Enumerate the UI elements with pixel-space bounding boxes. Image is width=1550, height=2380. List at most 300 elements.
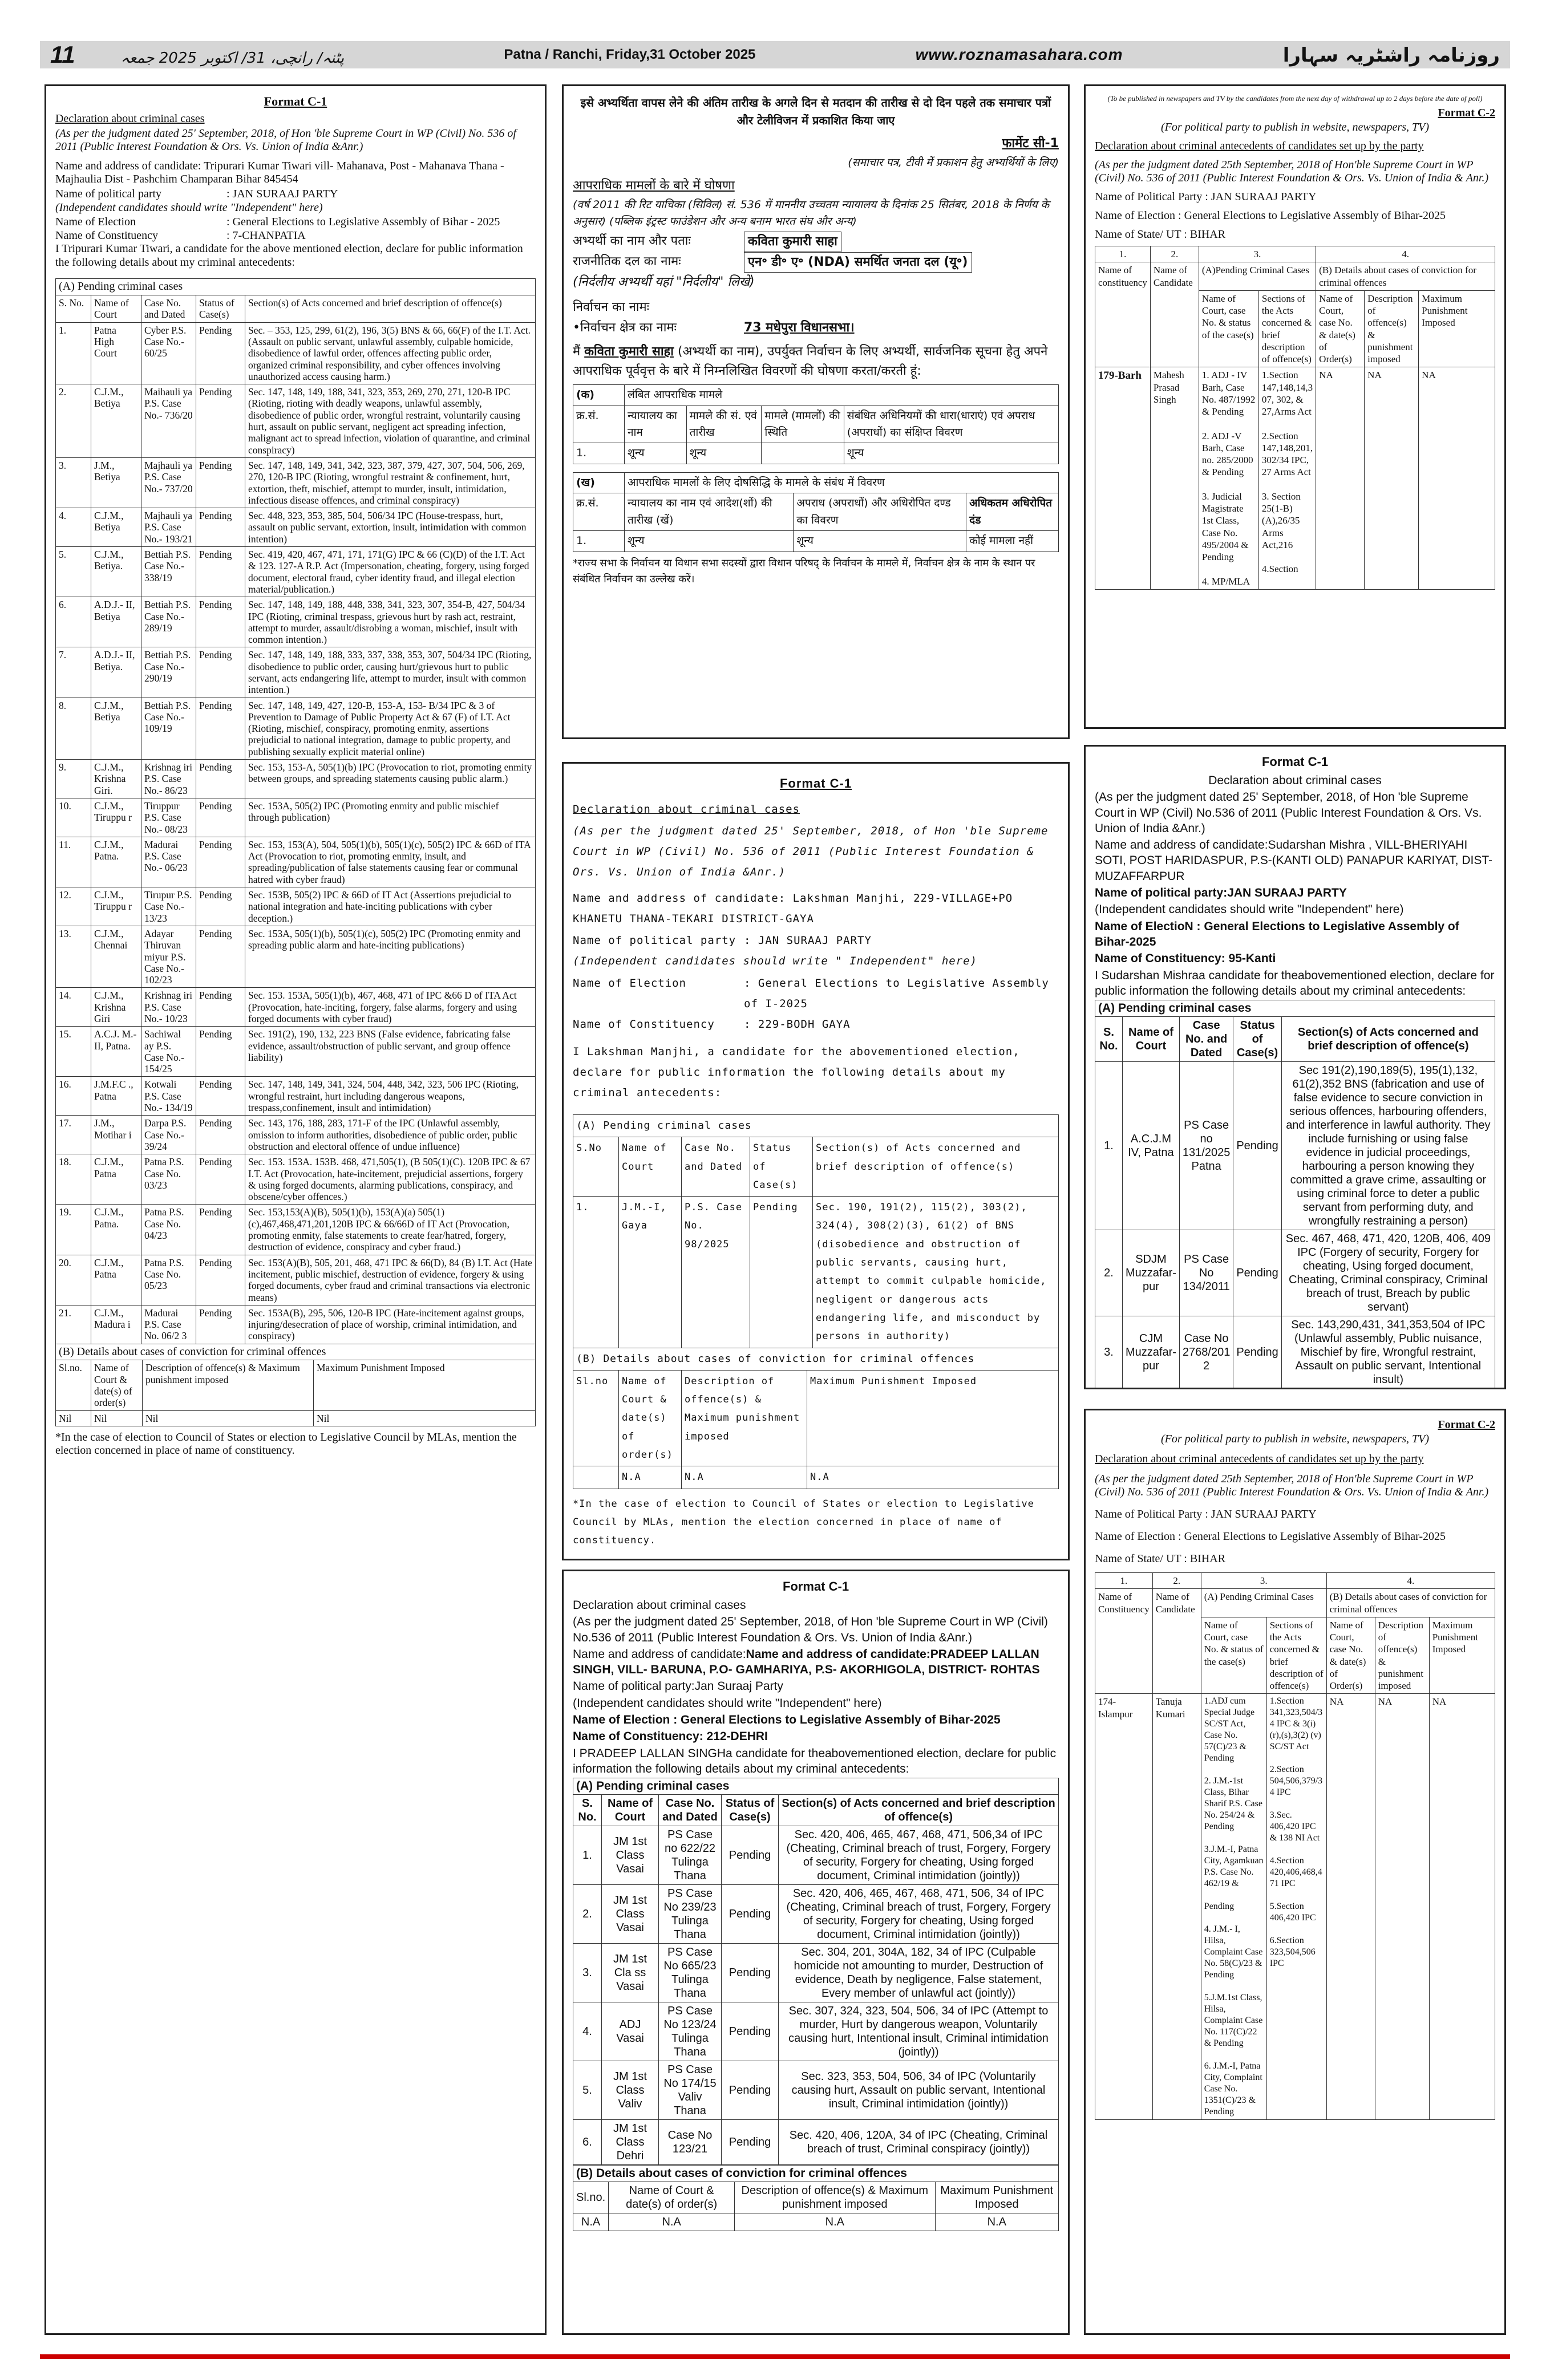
header-cell: क्र.सं.	[573, 406, 625, 443]
table-cell: 5.	[573, 2061, 602, 2120]
table-cell: J.M.-I, Gaya	[619, 1197, 682, 1348]
offence-description-cell: Sec. 420, 406, 465, 467, 468, 471, 506,34 of IPC (Cheating, Criminal breach of trust, Forgery, Forgery of security, Forgery for cheating, Using forged document, Criminal intimidation (jointly))	[779, 1826, 1059, 1885]
table-cell: Madurai P.S. Case No.- 06/23	[141, 837, 196, 887]
pending-cases-table	[1095, 1016, 1495, 1389]
table-cell: 13.	[56, 926, 91, 987]
notice-pradeep	[562, 1570, 1070, 2335]
table-header-row	[1095, 1017, 1495, 1062]
table-cell: 3.	[1095, 1316, 1123, 1389]
pending-cases-table	[573, 384, 1059, 464]
header-cell: Maximum Punishment Imposed	[1429, 1617, 1495, 1694]
pending-cases-title: (A) Pending criminal cases	[1095, 1000, 1495, 1016]
header-cell: Description of offence(s) & Maximum punishment imposed	[682, 1370, 807, 1466]
header-cell: Name of Court	[1123, 1017, 1180, 1062]
constituency-line: Name of Constituency: 212-DEHRI	[573, 1730, 768, 1744]
conviction-title: (B) Details about cases of conviction for criminal offences	[573, 2165, 1059, 2182]
header-cell: Sl.no.	[573, 2182, 609, 2213]
header-cell: Maximum Punishment Imposed	[935, 2182, 1058, 2213]
table-header-row	[573, 1795, 1059, 1826]
table-row	[56, 322, 536, 384]
table-cell: 2.	[1095, 1230, 1123, 1316]
table-cell: JM 1st Cla ss Vasai	[602, 1944, 659, 2002]
format-label: फार्मेट सी-1	[1002, 136, 1059, 151]
cases-cell: 1.ADJ cum Special Judge SC/ST Act, Case No. 57(C)/23 & Pending 2. J.M.-1st Class, Bihar Sharif P.S. Case No. 254/24 & Pending 3.J.M.-I, Patna City, Agamkuan P.S. Case No. 462/19 & Pending 4. J.M.- I, Hilsa, Complaint Case No. 58(C)/23 & Pending 5.J.M.1st Class, Hilsa, Complaint Case No. 117(C)/22 & Pending 6. J.M.-I, Patna City, Complaint Case No. 1351(C)/23 & Pending	[1201, 1694, 1266, 2120]
pending-cases-title: (A) Pending criminal cases	[573, 1778, 1059, 1794]
table-cell: C.J.M., Madura i	[91, 1305, 141, 1344]
notice-c2-barh	[1084, 84, 1506, 729]
column-number: 4.	[1326, 1573, 1495, 1589]
table-cell: Tiruppur P.S. Case No.- 08/23	[141, 798, 196, 837]
offence-description-cell: Sec. 153A, 505(2) IPC (Promoting enmity and public mischief through publication)	[245, 798, 536, 837]
table-cell: C.J.M., Patna	[91, 1255, 141, 1305]
table-cell: NA	[1365, 367, 1419, 590]
header-cell: Case No. and Dated	[1179, 1017, 1233, 1062]
table-header-row	[573, 2182, 1059, 2213]
candidates-table	[1095, 1572, 1495, 2120]
table-header-row	[1095, 262, 1495, 291]
conviction-table	[573, 1370, 1059, 1489]
table-cell: Pending	[196, 647, 245, 698]
pending-cases-table	[573, 1794, 1059, 2165]
table-row	[56, 798, 536, 837]
conviction-table	[573, 2182, 1059, 2231]
table-cell: Sachiwal ay P.S. Case No.- 154/25	[141, 1027, 196, 1077]
offence-description-cell: Sec. 153. 153A. 153B. 468, 471,505(1), (B 505(1)(C). 120B IPC & 67 I.T. Act (Provocation, hate-incitement, prejudicial assertions, forgery & using forged documents, alarming publications, conspiracy, and obscene/cyber offences.)	[245, 1154, 536, 1205]
table-cell: Patna High Court	[91, 322, 141, 384]
table-cell: शून्य	[844, 443, 1058, 464]
format-label: Format C-2	[1438, 1418, 1495, 1431]
table-cell: Pending	[196, 988, 245, 1027]
header-cell: अधिकतम अधिरोपित दंड	[966, 493, 1059, 531]
state-line: Name of State/ UT : BIHAR	[1095, 1552, 1226, 1565]
table-cell: C.J.M., Krishna Giri	[91, 988, 141, 1027]
pending-cases-body	[1095, 1062, 1495, 1389]
cases-cell: 1. ADJ - IV Barh, Case No. 487/1992 & Pending 2. ADJ -V Barh, Case no. 285/2000 & Pending 3. Judicial Magistrate 1st Class, Case No. 495/2004 & Pending 4. MP/MLA	[1199, 367, 1258, 590]
header-cell: मामले (मामलों) की स्थिति	[762, 406, 844, 443]
table-row	[573, 1466, 1059, 1489]
table-cell: 4.	[573, 2002, 602, 2061]
conviction-table	[573, 472, 1059, 552]
notice-sudarshan	[1084, 745, 1506, 1389]
table-cell: PS Case no 622/22 Tulinga Thana	[659, 1826, 722, 1885]
judgment-reference: (As per the judgment dated 25' September, 2018, of Hon 'ble Supreme Court in WP (Civil) No. 536 of 2011 (Public Interest Foundation & Ors. Vs. Union of India &Anr.)	[55, 127, 516, 153]
table-cell: शून्य	[625, 531, 794, 552]
table-row	[1095, 1062, 1495, 1230]
notice-tripurari	[44, 84, 547, 2335]
table-row	[56, 1154, 536, 1205]
header-cell: Description of offence(s) & Maximum punishment imposed	[143, 1360, 314, 1410]
table-row	[56, 384, 536, 458]
header-cell: S. No.	[573, 1795, 602, 1826]
header-cell: Case No. and Dated	[659, 1795, 722, 1826]
table-cell: Pending	[196, 1205, 245, 1255]
table-cell: A.D.J.- II, Betiya	[91, 597, 141, 647]
header-cell: Description of offence(s) & punishment imposed	[1375, 1617, 1429, 1694]
election-line: Name of ElectioN : General Elections to Legislative Assembly of Bihar-2025	[1095, 919, 1459, 948]
table-row	[56, 926, 536, 987]
table-cell: 1.	[573, 531, 625, 552]
table-row	[56, 647, 536, 698]
table-cell: Maihauli ya P.S. Case No.- 736/20	[141, 384, 196, 458]
header-cell: Name of Court, case No. & status of the case(s)	[1201, 1617, 1266, 1694]
table-row	[56, 1116, 536, 1154]
table-cell: 4.	[56, 508, 91, 547]
table-cell: 14.	[56, 988, 91, 1027]
offence-description-cell: Sec. 147, 148, 149, 427, 120-B, 153-A, 153- B/34 IPC & 3 of Prevention to Damage of Public Property Act & 67 (F) of I.T. Act (Rioting, mischief, conspiracy, promoting enmity, assertions prejudicial to national integration, damage to public property, and publishing sexually explicit material online)	[245, 698, 536, 759]
table-row	[573, 2002, 1059, 2061]
constituency-line: Name of Constituency : 7-CHANPATIA	[55, 229, 306, 242]
table-cell: 1.	[573, 443, 625, 464]
independent-note: (Independent candidates should write "Independent" here)	[55, 201, 323, 214]
column-number: 4.	[1316, 246, 1495, 262]
declaration-text: मैं कविता कुमारी साहा (अभ्यर्थी का नाम), उपर्युक्त निर्वाचन के लिए अभ्यर्थी, सार्वजनिक सूचना हेतु अपने आपराधिक पूर्ववृत्त के बारे में निम्नलिखित विवरणों की घोषणा करता/करती हूं:	[573, 344, 1048, 379]
table-cell: C.J.M., Patna	[91, 1154, 141, 1205]
judgment-reference: (As per the judgment dated 25th September, 2018 of Hon'ble Supreme Court in WP (Civil) No. 536 of 2011 (Public Interest Foundation & Ors. Vs. Union of India & Anr.)	[1095, 1473, 1489, 1498]
notice-title: Declaration about criminal cases	[573, 802, 800, 816]
candidate-name-address: Name and address of candidate:Sudarshan Mishra , VILL-BHERIYAHI SOTI, POST HARIDASPUR, P.S-(KANTI OLD) PANAPUR KARIYAT, DIST-MUZAFFARPUR	[1095, 838, 1493, 883]
column-number: 1.	[1095, 1573, 1153, 1589]
header-cell: Section(s) of Acts concerned and brief description of offence(s)	[779, 1795, 1059, 1826]
table-cell: 19.	[56, 1205, 91, 1255]
pending-cases-title: (A) Pending criminal cases	[573, 1114, 1059, 1137]
offence-description-cell: Sec. 307, 324, 323, 504, 506, 34 of IPC (Attempt to murder, Hurt by dangerous weapon, Voluntarily causing hurt, Intentional insult, Criminal intimidation (jointly))	[779, 2002, 1059, 2061]
candidate-cell: Mahesh Prasad Singh	[1150, 367, 1199, 590]
table-cell: NA	[1375, 1694, 1429, 2120]
offence-description-cell: Sec. 419, 420, 467, 471, 171, 171(G) IPC & 66 (C)(D) of the I.T. Act & 123. 127-A R.P. Act (Impersonation, cheating, forgery, using forged document, electoral fraud, cyber identity fraud, and illegal election material/publication.)	[245, 547, 536, 597]
declaration-text: I Sudarshan Mishraa candidate for theabovementioned election, declare for public information the following details about my criminal antecedents:	[1095, 968, 1495, 998]
table-cell: PS Case No 239/23 Tulinga Thana	[659, 1885, 722, 1944]
party-line: Name of political party:Jan Suraaj Party	[573, 1680, 783, 1693]
table-header-row	[573, 493, 1059, 531]
table-cell: N.A	[735, 2213, 935, 2231]
table-cell: Bettiah P.S. Case No.- 290/19	[141, 647, 196, 698]
table-cell: 2.	[573, 1885, 602, 1944]
state-line: Name of State/ UT : BIHAR	[1095, 228, 1226, 241]
table-cell: 1.	[56, 322, 91, 384]
offence-description-cell: Sec. 420, 406, 120A, 34 of IPC (Cheating, Criminal breach of trust, Criminal conspiracy (jointly))	[779, 2120, 1059, 2165]
footnote: *In the case of election to Council of States or election to Legislative Council by MLAs, mention the election concerned in place of name of constituency.	[55, 1430, 517, 1457]
header-cell: Name of Court	[91, 295, 141, 323]
table-cell: Pending	[196, 1305, 245, 1344]
judgment-reference: (As per the judgment dated 25' September, 2018, of Hon 'ble Supreme Court in WP (Civil) No.536 of 2011 (Public Interest Foundation & Ors. Vs. Union of India &Anr.)	[1095, 790, 1482, 835]
table-row	[56, 760, 536, 798]
table-cell: Pending	[1233, 1230, 1281, 1316]
section-title: आपराधिक मामलों के लिए दोषसिद्धि के मामले के संबंध में विवरण	[625, 472, 1059, 493]
footnote: *राज्य सभा के निर्वाचन या विधान सभा सदस्यों द्वारा विधान परिषद् के निर्वाचन के मामले में, निर्वाचन क्षेत्र के नाम के स्थान पर संबंधित निर्वाचन का उल्लेख करें।	[573, 557, 1035, 585]
judgment-reference: (As per the judgment dated 25' September, 2018, of Hon 'ble Supreme Court in WP (Civil) No.536 of 2011 (Public Interest Foundation & Ors. Vs. Union of India &Anr.)	[573, 1615, 1048, 1644]
table-header-row	[56, 1360, 536, 1410]
table-cell: 3.	[56, 457, 91, 508]
table-cell: Pending	[196, 760, 245, 798]
table-cell: Pending	[196, 1077, 245, 1116]
table-row	[56, 457, 536, 508]
table-cell: Nil	[143, 1410, 314, 1426]
constituency-cell: 179-Barh	[1095, 367, 1151, 590]
table-cell: C.J.M., Betiya	[91, 384, 141, 458]
table-cell: JM 1st Class Valiv	[602, 2061, 659, 2120]
header-cell: Sl.no.	[56, 1360, 91, 1410]
table-cell: Pending	[196, 798, 245, 837]
table-cell: NA	[1419, 367, 1495, 590]
declaration-text: I PRADEEP LALLAN SINGHa candidate for theabovementioned election, declare for public information the following details about my criminal antecedents:	[573, 1746, 1057, 1775]
notice-intro: इसे अभ्यर्थिता वापस लेने की अंतिम तारीख के अगले दिन से मतदान की तारीख से दो दिन पहले तक समाचार पत्रों और टेलीविजन में प्रकाशित किया जाए	[580, 96, 1051, 127]
table-row	[1095, 1694, 1495, 2120]
independent-note: (Independent candidates should write " Independent" here)	[573, 955, 978, 968]
pending-cases-body	[56, 322, 536, 1344]
table-cell: CJM Muzzafar-pur	[1123, 1316, 1180, 1389]
notice-title: Declaration about criminal antecedents of candidates set up by the party	[1095, 1453, 1424, 1465]
column-number-row	[1095, 1573, 1495, 1589]
table-cell: N.A	[573, 2213, 609, 2231]
header-cell: क्र.सं.	[573, 493, 625, 531]
page-number: 11	[50, 41, 75, 68]
table-cell: Krishnag iri P.S. Case No.- 86/23	[141, 760, 196, 798]
table-cell: Bettiah P.S. Case No.- 289/19	[141, 597, 196, 647]
offence-description-cell: Sec. 143,290,431, 341,353,504 of IPC (Unlawful assembly, Public nuisance, Mischief by fire, Wrongful restraint, Assault on public servant, Intentional insult)	[1281, 1316, 1495, 1389]
format-label: Format C-1	[1261, 755, 1329, 769]
table-cell: Tirupur P.S. Case No.- 13/23	[141, 887, 196, 926]
format-subtitle: (For political party to publish in website, newspapers, TV)	[1161, 121, 1429, 133]
candidate-name-address: Name and address of candidate: Lakshman Manjhi, 229-VILLAGE+PO KHANETU THANA-TEKARI DISTRICT-GAYA	[573, 892, 1013, 926]
party-line: Name of Political Party : JAN SURAAJ PARTY	[1095, 1508, 1317, 1521]
header-cell: न्यायालय का नाम	[625, 406, 687, 443]
table-cell: 20.	[56, 1255, 91, 1305]
candidates-table	[1095, 246, 1495, 590]
table-cell: शून्य	[794, 531, 966, 552]
header-cell: Section(s) of Acts concerned and brief description of offence(s)	[245, 295, 536, 323]
table-cell: Pending	[196, 597, 245, 647]
table-cell: Nil	[56, 1410, 91, 1426]
header-cell: Status of Case(s)	[722, 1795, 779, 1826]
table-cell: J.M., Betiya	[91, 457, 141, 508]
table-cell: 17.	[56, 1116, 91, 1154]
header-cell: Name of Court	[602, 1795, 659, 1826]
table-cell: 15.	[56, 1027, 91, 1077]
table-cell: PS Case No 134/2011	[1179, 1230, 1233, 1316]
candidate-line: अभ्यर्थी का नाम और पताः कविता कुमारी साहा	[573, 232, 1059, 252]
table-row	[56, 887, 536, 926]
table-cell: कोई मामला नहीं	[966, 531, 1059, 552]
header-cell: Sections of the Acts concerned & brief description of offence(s)	[1258, 290, 1316, 367]
header-cell: Name of Constituency	[1095, 1589, 1153, 1694]
header-cell: संबंधित अधिनियमों की धारा(धाराएं) एवं अपराध (अपराधों) का संक्षिप्त विवरण	[844, 406, 1058, 443]
table-header-row	[56, 295, 536, 323]
format-subtitle: (For political party to publish in website, newspapers, TV)	[1161, 1433, 1429, 1445]
table-cell: A.C.J. M.-II, Patna.	[91, 1027, 141, 1077]
table-row	[56, 547, 536, 597]
header-cell: Name of Court & date(s) of order(s)	[91, 1360, 143, 1410]
table-cell: PS Case No 123/24 Tulinga Thana	[659, 2002, 722, 2061]
column-number: 3.	[1201, 1573, 1326, 1589]
table-cell: ADJ Vasai	[602, 2002, 659, 2061]
table-cell: N.A	[619, 1466, 682, 1489]
table-cell: Pending	[196, 1154, 245, 1205]
table-cell: Pending	[196, 887, 245, 926]
table-cell: Bettiah P.S. Case No.- 338/19	[141, 547, 196, 597]
table-cell: Case No 123/21	[659, 2120, 722, 2165]
offence-description-cell: Sec. 153,153(A)(B), 505(1)(b), 153(A)(a) 505(1)(c),467,468,471,201,120B IPC & 66/66D of IT Act (Provocation, promoting enmity, false statements to create fear/hatred, forgery, destruction of evidence, conspiracy and cyber fraud.)	[245, 1205, 536, 1255]
offence-description-cell: Sec. 147, 148, 149, 188, 341, 323, 353, 269, 270, 271, 120-B IPC (Rioting, rioting with deadly weapons, unlawful assembly, disobedience of public order, wrongful restraint, voluntarily causing hurt, assault on public servant, negligent act spreading infection, malignant act to spread infection, violation of quarantine, and criminal conspiracy)	[245, 384, 536, 458]
header-cell: Name of Court, case No. & status of the case(s)	[1199, 290, 1258, 367]
table-cell: Adayar Thiruvan miyur P.S. Case No.- 102/23	[141, 926, 196, 987]
publication-note: (To be published in newspapers and TV by the candidates from the next day of withdrawal up to 2 days before the date of poll)	[1107, 94, 1483, 103]
table-cell: C.J.M., Tiruppu r	[91, 798, 141, 837]
table-cell: 12.	[56, 887, 91, 926]
offence-description-cell: Sec. 147, 148, 149, 341, 324, 504, 448, 342, 323, 506 IPC (Rioting, wrongful restraint, hurt including dangerous weapons, trespass,confinement, insult and intimidation)	[245, 1077, 536, 1116]
pending-cases-body	[573, 1826, 1059, 2165]
table-cell: Patna P.S. Case No. 05/23	[141, 1255, 196, 1305]
notice-title: Declaration about criminal cases	[55, 112, 205, 125]
candidate-cell: Tanuja Kumari	[1152, 1694, 1201, 2120]
table-row	[1095, 1230, 1495, 1316]
table-cell: 16.	[56, 1077, 91, 1116]
table-cell: 7.	[56, 647, 91, 698]
column-number: 1.	[1095, 246, 1151, 262]
offence-description-cell: Sec. – 353, 125, 299, 61(2), 196, 3(5) BNS & 66, 66(F) of the I.T. Act. (Assault on public servant, unlawful assembly, culpable homicide, disobedience of lawful order, offences affecting public order, organized criminal responsibility, and cyber offences involving unauthorized access causing harm.)	[245, 322, 536, 384]
table-cell: Pending	[196, 1116, 245, 1154]
table-row	[573, 2061, 1059, 2120]
header-cell: S. No.	[1095, 1017, 1123, 1062]
header-cell: Maximum Punishment Imposed	[1419, 290, 1495, 367]
declaration-text: I Lakshman Manjhi, a candidate for the abovementioned election, declare for public information the following details about my criminal antecedents:	[573, 1045, 1020, 1100]
party-line: Name of political party : JAN SURAAJ PARTY	[55, 187, 338, 200]
table-cell: J.M.F.C ., Patna	[91, 1077, 141, 1116]
table-cell: NA	[1316, 367, 1365, 590]
table-cell: 6.	[573, 2120, 602, 2165]
election-line: Name of Election : General Elections to Legislative Assembly of Bihar-2025	[573, 1713, 1001, 1727]
table-cell: N.A	[935, 2213, 1058, 2231]
table-cell: C.J.M., Betiya.	[91, 547, 141, 597]
table-row	[573, 2120, 1059, 2165]
table-cell: Pending	[196, 457, 245, 508]
election-label: निर्वाचन का नामः	[573, 299, 650, 314]
offence-description-cell: Sec. 467, 468, 471, 420, 120B, 406, 409 IPC (Forgery of security, Forgery for cheating, Using forged document, Cheating, Criminal conspiracy, Criminal breach of trust, Breach by public servant)	[1281, 1230, 1495, 1316]
conviction-title: (B) Details about cases of conviction for criminal offences	[55, 1344, 536, 1360]
header-cell: Section(s) of Acts concerned and brief description of offence(s)	[1281, 1017, 1495, 1062]
table-cell: SDJM Muzzafar-pur	[1123, 1230, 1180, 1316]
pending-cases-table	[573, 1137, 1059, 1348]
header-cell: Sections of the Acts concerned & brief description of offence(s)	[1266, 1617, 1326, 1694]
election-line: Name of Election : General Elections to Legislative Assembly of Bihar-2025	[1095, 209, 1446, 222]
notice-title: Declaration about criminal cases	[1208, 774, 1382, 787]
header-cell: Name of Court & date(s) of order(s)	[609, 2182, 735, 2213]
table-cell: 18.	[56, 1154, 91, 1205]
table-cell: Pending	[196, 837, 245, 887]
table-cell: 21.	[56, 1305, 91, 1344]
offence-description-cell: Sec. 323, 353, 504, 506, 34 of IPC (Voluntarily causing hurt, Assault on public servant, Intentional insult, Criminal intimidation (jointly))	[779, 2061, 1059, 2120]
format-label: Format C-1	[264, 94, 327, 108]
section-marker: (ख)	[573, 472, 625, 493]
header-cell: Sl.no	[573, 1370, 619, 1466]
urdu-dateline: پٹنہ/ رانچی، 31/ اکتوبر 2025 جمعہ	[120, 50, 345, 67]
pending-cases-title: (A) Pending criminal cases	[55, 278, 536, 295]
column-number-row	[1095, 246, 1495, 262]
table-cell: शून्य	[686, 443, 762, 464]
judgment-reference: (वर्ष 2011 की रिट याचिका (सिविल) सं. 536 में माननीय उच्चतम न्यायालय के दिनांक 25 सितंबर, 2018 के निर्णय के अनुसार) (पब्लिक इंट्रस्ट फाउंडेशन और अन्य बनाम भारत संघ और अन्य)	[573, 198, 1050, 228]
header-cell: Description of offence(s) & punishment imposed	[1365, 290, 1419, 367]
offence-description-cell: Sec. 153, 153(A), 504, 505(1)(b), 505(1)(c), 505(2) IPC & 66D of ITA Act (Provocation to riot, promoting enmity, insult, and spreading/publication of false statements causing fear or communal hatred with cyber fraud)	[245, 837, 536, 887]
header-cell: Name of Court & date(s) of order(s)	[619, 1370, 682, 1466]
table-cell: 11.	[56, 837, 91, 887]
candidate-name-address: Name and address of candidate: Tripurari Kumar Tiwari vill- Mahanava, Post - Mahanava Thana - Majhaulia Dist - Pashchim Champaran Bihar 845454	[55, 159, 504, 186]
table-cell: Pending	[722, 1885, 779, 1944]
table-cell: C.J.M., Tiruppu r	[91, 887, 141, 926]
table-cell: Pending	[196, 1255, 245, 1305]
table-cell: 8.	[56, 698, 91, 759]
table-cell: Kotwali P.S. Case No.- 134/19	[141, 1077, 196, 1116]
section-row	[573, 472, 1059, 493]
party-line: Name of political party:JAN SURAAJ PARTY	[1095, 886, 1347, 900]
table-cell: A.D.J.- II, Betiya.	[91, 647, 141, 698]
format-label: Format C-1	[779, 776, 852, 790]
header-cell: Maximum Punishment Imposed	[314, 1360, 536, 1410]
format-subtitle: (समाचार पत्र, टीवी में प्रकाशन हेतु अभ्यर्थियों के लिए)	[848, 156, 1059, 169]
conviction-title: (B) Details about cases of conviction for criminal offences	[573, 1348, 1059, 1370]
header-cell: Name of Court, case No. & date(s) of Order(s)	[1326, 1617, 1375, 1694]
section-row	[573, 385, 1059, 406]
table-cell: Nil	[314, 1410, 536, 1426]
table-row	[56, 1410, 536, 1426]
offence-description-cell: Sec 191(2),190,189(5), 195(1),132, 61(2),352 BNS (fabrication and use of false evidence to secure conviction in serious offences, harbouring offenders, and interference in lawful authority. They include furnishing or using false evidence in judicial proceedings, harbouring a person knowing they committed a grave crime, assaulting or using criminal force to deter a public servant from performing duty, and wrongfully restraining a person)	[1281, 1062, 1495, 1230]
table-cell: 9.	[56, 760, 91, 798]
offence-description-cell: Sec. 147, 148, 149, 341, 342, 323, 387, 379, 427, 307, 504, 506, 269, 270, 120-B IPC (Rioting, wrongful restraint & confinement, hurt, extortion, theft, mischief, attempt to murder, insult, intimidation, infectious disease offences, and criminal conspiracy)	[245, 457, 536, 508]
table-header-row	[573, 1137, 1059, 1197]
column-number: 2.	[1150, 246, 1199, 262]
offence-description-cell: Sec. 153A, 505(1)(b), 505(1)(c), 505(2) IPC (Promoting enmity and spreading public alarm and hate-inciting publications)	[245, 926, 536, 987]
website-url[interactable]: www.roznamasahara.com	[915, 46, 1123, 63]
header-cell: (A)Pending Criminal Cases	[1199, 262, 1316, 291]
offence-description-cell: Sec. 153(A)(B), 505, 201, 468, 471 IPC & 66(D), 84 (B) I.T. Act (Hate incitement, public mischief, destruction of evidence, forgery & using forged documents, cyber fraud and criminal transactions via electronic means)	[245, 1255, 536, 1305]
table-cell: Krishnag iri P.S. Case No.- 10/23	[141, 988, 196, 1027]
independent-note: (निर्दलीय अभ्यर्थी यहां "निर्दलीय" लिखें)	[573, 274, 755, 289]
table-cell: Majhauli ya P.S. Case No.- 737/20	[141, 457, 196, 508]
table-cell: Sec. 190, 191(2), 115(2), 303(2), 324(4), 308(2)(3), 61(2) of BNS (disobedience and obstruction of public servants, causing hurt, attempt to commit culpable homicide, negligent or dangerous acts endangering life, and misconduct by persons in authority)	[813, 1197, 1059, 1348]
header-cell: न्यायालय का नाम एवं आदेश(शों) की तारीख (खें)	[625, 493, 794, 531]
header-cell: S.No	[573, 1137, 619, 1197]
offence-description-cell: Sec. 143, 176, 188, 283, 171-F of the IPC (Unlawful assembly, omission to inform authorities, disobedience of public order, public obstruction and electoral offence of undue influence)	[245, 1116, 536, 1154]
table-header-row	[1095, 1589, 1495, 1617]
header-cell: Name of Candidate	[1150, 262, 1199, 367]
pending-cases-table	[55, 295, 536, 1344]
table-cell: Darpa P.S. Case No.- 39/24	[141, 1116, 196, 1154]
header-cell: Name of Court, case No. & date(s) of Order(s)	[1316, 290, 1365, 367]
table-cell: JM 1st Class Vasai	[602, 1826, 659, 1885]
constituency-line: Name of Constituency: 95-Kanti	[1095, 952, 1276, 966]
table-cell: Pending	[722, 1944, 779, 2002]
table-cell: 1.	[573, 1197, 619, 1348]
header-cell: Status of Case(s)	[750, 1137, 813, 1197]
table-row	[56, 1205, 536, 1255]
constituency-cell: 174- Islampur	[1095, 1694, 1153, 2120]
constituency-line: Name of Constituency : 229-BODH GAYA	[573, 1017, 851, 1031]
table-cell: N.A	[682, 1466, 807, 1489]
declaration-text: I Tripurari Kumar Tiwari, a candidate for the above mentioned election, declare for public information the following details about my criminal antecedents:	[55, 242, 523, 269]
conviction-table	[55, 1360, 536, 1426]
offence-description-cell: Sec. 191(2), 190, 132, 223 BNS (False evidence, fabricating false evidence, assault/obstruction of public servant, and group offence liability)	[245, 1027, 536, 1077]
table-cell: JM 1st Class Vasai	[602, 1885, 659, 1944]
table-cell: Pending	[722, 2120, 779, 2165]
table-cell: P.S. Case No. 98/2025	[682, 1197, 750, 1348]
bottom-rule	[40, 2354, 1510, 2359]
table-cell: N.A	[807, 1466, 1059, 1489]
notice-lakshman	[562, 762, 1070, 1560]
table-cell: N.A	[609, 2213, 735, 2231]
table-cell: C.J.M., Chennai	[91, 926, 141, 987]
table-cell: NA	[1326, 1694, 1375, 2120]
independent-note: (Independent candidates should write "Independent" here)	[573, 1696, 882, 1710]
table-cell: C.J.M., Patna.	[91, 1205, 141, 1255]
table-row	[1095, 367, 1495, 590]
